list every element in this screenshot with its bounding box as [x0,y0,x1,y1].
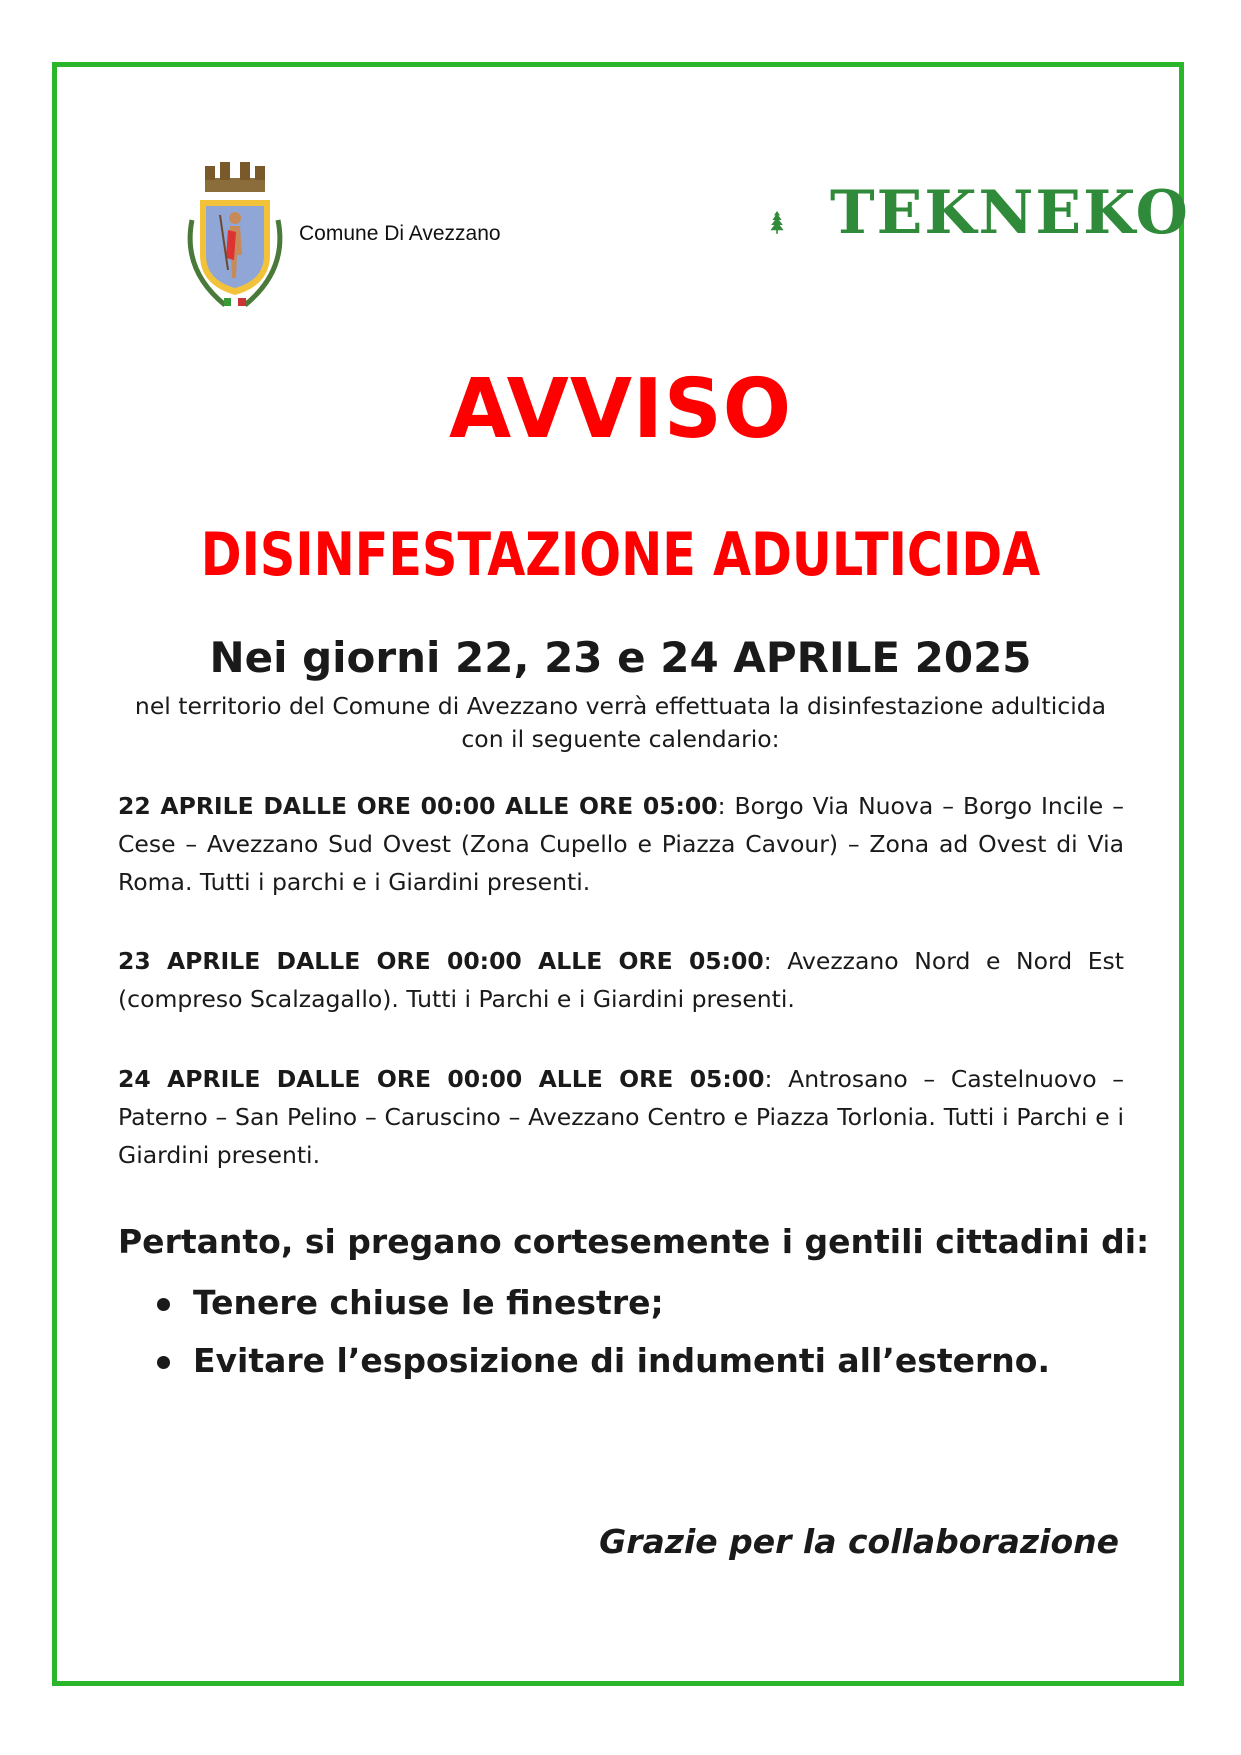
schedule-label: 22 APRILE DALLE ORE 00:00 ALLE ORE 05:00 [118,792,718,820]
bullet-icon [157,1356,170,1369]
list-item [155,1332,1050,1390]
schedule-label: 23 APRILE DALLE ORE 00:00 ALLE ORE 05:00 [118,947,764,975]
closing-text: Grazie per la collaborazione [599,1522,1119,1561]
coat-of-arms-logo [180,160,290,315]
schedule-item [118,1060,1124,1174]
list-item-text: Evitare l’esposizione di indumenti all’esterno. [193,1341,1050,1380]
schedule-text: : Avezzano Nord e Nord Est (compreso Scalzagallo). Tutti i Parchi e i Giardini presenti. [118,947,1124,1013]
tekneko-brand-text: TEKNEKO [830,178,1190,248]
schedule-item [118,787,1124,901]
comune-label: Comune Di Avezzano [299,222,501,245]
bullet-icon [157,1298,170,1311]
schedule-text: : Borgo Via Nuova – Borgo Incile – Cese – Avezzano Sud Ovest (Zona Cupello e Piazza Cavour) – Zona ad Ovest di Via Roma. Tutti i parchi e i Giardini presenti. [118,792,1124,896]
schedule-label: 24 APRILE DALLE ORE 00:00 ALLE ORE 05:00 [118,1065,765,1093]
notice-subtitle: DISINFESTAZIONE ADULTICIDA [200,520,1041,590]
schedule-text: : Antrosano – Castelnuovo – Paterno – San Pelino – Caruscino – Avezzano Centro e Piazza Torlonia. Tutti i Parchi e i Giardini presenti. [118,1065,1125,1169]
request-list [155,1274,1050,1390]
schedule-item [118,942,1124,1018]
list-item-text: Tenere chiuse le finestre; [193,1283,664,1322]
notice-title: AVVISO [448,362,793,457]
intro-text: nel territorio del Comune di Avezzano verrà effettuata la disinfestazione adulticida con il seguente calendario: [134,692,1107,753]
list-item [155,1274,1050,1332]
request-heading: Pertanto, si pregano cortesemente i gentili cittadini di: [118,1222,1150,1261]
days-heading: Nei giorni 22, 23 e 24 APRILE 2025 [209,633,1032,682]
